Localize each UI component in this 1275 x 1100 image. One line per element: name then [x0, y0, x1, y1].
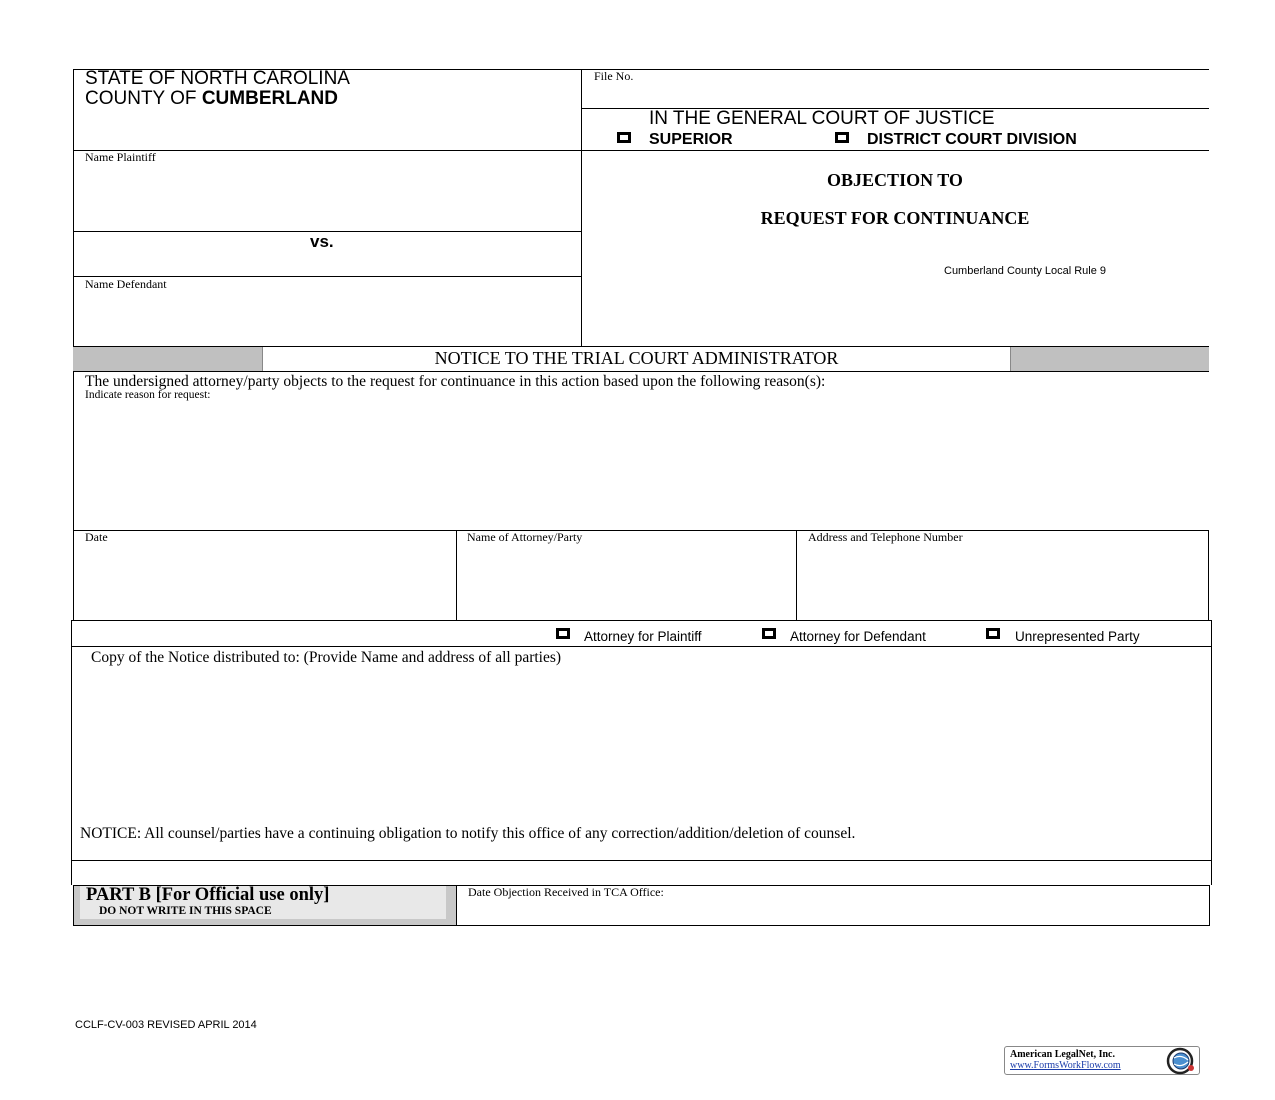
center-divider [581, 69, 582, 346]
globe-icon [1160, 1046, 1198, 1076]
attorney-plaintiff-checkbox[interactable] [556, 628, 570, 639]
court-name: IN THE GENERAL COURT OF JUSTICE [649, 108, 995, 129]
signature-div-1 [456, 530, 457, 620]
roles-bottom-line [71, 646, 1212, 647]
gap-left-border [71, 861, 72, 885]
date-label: Date [85, 530, 108, 544]
form-title-line1: OBJECTION TO [827, 170, 963, 190]
defendant-field[interactable] [80, 294, 574, 342]
district-label: DISTRICT COURT DIVISION [867, 131, 1077, 148]
form-title-line2: REQUEST FOR CONTINUANCE [760, 208, 1030, 228]
form-code: CCLF-CV-003 REVISED APRIL 2014 [75, 1019, 257, 1031]
file-no-field[interactable] [593, 85, 1203, 105]
notice-statement: The undersigned attorney/party objects to the request for continuance in this action based upon the following reason(s): [85, 373, 826, 390]
attorney-plaintiff-label: Attorney for Plaintiff [584, 629, 702, 644]
part-b-subtitle: DO NOT WRITE IN THIS SPACE [99, 905, 272, 917]
superior-checkbox[interactable] [617, 132, 631, 143]
unrepresented-label: Unrepresented Party [1015, 629, 1140, 644]
plaintiff-label: Name Plaintiff [85, 150, 156, 164]
part-b-divider [456, 885, 457, 926]
county-prefix: COUNTY OF [85, 88, 202, 109]
district-checkbox[interactable] [835, 132, 849, 143]
file-no-label: File No. [594, 69, 634, 83]
address-phone-field[interactable] [802, 548, 1202, 616]
part-b-title: PART B [For Official use only] [86, 885, 330, 905]
date-received-label: Date Objection Received in TCA Office: [468, 885, 664, 899]
attorney-name-field[interactable] [462, 548, 790, 616]
attorney-defendant-label: Attorney for Defendant [790, 629, 926, 644]
county-name: CUMBERLAND [201, 88, 338, 109]
signature-right-border [1208, 530, 1209, 620]
copy-distributed-label: Copy of the Notice distributed to: (Provide Name and address of all parties) [91, 649, 562, 666]
attorney-name-label: Name of Attorney/Party [467, 530, 583, 544]
reason-field[interactable] [80, 405, 1202, 525]
brand-name: American LegalNet, Inc. [1010, 1049, 1115, 1060]
county-line [85, 89, 350, 109]
header-bottom-line [73, 150, 1209, 151]
date-received-field [462, 902, 1202, 922]
attorney-defendant-checkbox[interactable] [762, 628, 776, 639]
left-border-top [73, 69, 74, 346]
reason-label: Indicate reason for request: [85, 389, 211, 401]
counsel-notice: NOTICE: All counsel/parties have a continuing obligation to notify this office of any correction/addition/deletion of counsel. [80, 825, 856, 842]
plaintiff-field[interactable] [80, 168, 574, 226]
gap-right-border [1211, 861, 1212, 885]
copy-distributed-field[interactable] [80, 670, 1204, 820]
address-phone-label: Address and Telephone Number [808, 530, 963, 544]
signature-div-2 [796, 530, 797, 620]
vs-label: vs. [310, 232, 334, 251]
local-rule: Cumberland County Local Rule 9 [944, 265, 1107, 277]
notice-header-title: NOTICE TO THE TRIAL COURT ADMINISTRATOR [434, 348, 839, 368]
left-border-mid [73, 372, 74, 621]
state-caption [85, 69, 350, 109]
date-field[interactable] [80, 548, 450, 616]
state-name: STATE OF NORTH CAROLINA [85, 68, 350, 89]
signature-row-top [73, 530, 1209, 531]
brand-url[interactable]: www.FormsWorkFlow.com [1010, 1060, 1121, 1071]
superior-label: SUPERIOR [649, 131, 733, 148]
unrepresented-checkbox[interactable] [986, 628, 1000, 639]
defendant-label: Name Defendant [85, 277, 167, 291]
